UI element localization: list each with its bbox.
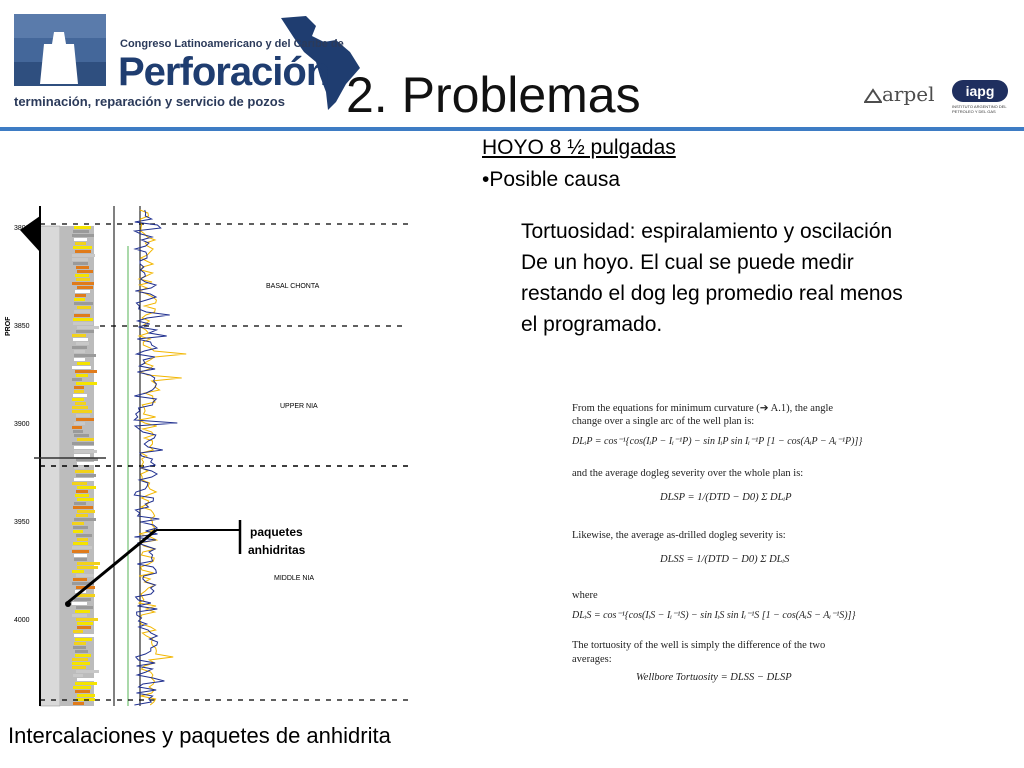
lithology-band <box>73 322 93 325</box>
lithology-band <box>74 314 90 317</box>
lithology-band <box>77 286 93 289</box>
lithology-band <box>74 558 87 561</box>
lithology-band <box>73 542 88 545</box>
lithology-band <box>73 702 84 705</box>
lithology-band <box>74 518 96 521</box>
lithology-band <box>72 442 94 445</box>
lithology-band <box>74 238 87 241</box>
lithology-band <box>77 626 91 629</box>
lithology-band <box>75 370 97 373</box>
lithology-band <box>73 530 83 533</box>
annotation-text-2: anhidritas <box>248 543 306 557</box>
lithology-band <box>75 274 89 277</box>
lithology-band <box>75 242 86 245</box>
tortuosity-paragraph <box>521 216 1001 340</box>
lithology-band <box>74 298 85 301</box>
lithology-band <box>74 358 85 361</box>
lithology-band <box>72 234 94 237</box>
well-log-figure <box>0 190 410 710</box>
depth-label: 4000 <box>14 617 30 624</box>
lithology-band <box>77 562 100 565</box>
lithology-band <box>72 522 84 525</box>
lithology-band <box>76 534 92 537</box>
eq-tort1: The tortuosity of the well is simply the difference of the two <box>572 640 826 651</box>
lithology-band <box>72 282 94 285</box>
lithology-band <box>76 418 94 421</box>
header-rule <box>0 127 1024 131</box>
lithology-band <box>73 430 83 433</box>
lithology-band <box>72 570 84 573</box>
logo-line2: Perforación <box>118 50 330 94</box>
formation-name: UPPER NIA <box>280 403 318 410</box>
lithology-band <box>76 618 98 621</box>
lithology-band <box>74 434 89 437</box>
lithology-band <box>74 226 91 229</box>
lithology-band <box>77 306 91 309</box>
eq-dls-plan: DLSP = 1/(DTD − D0) Σ DLᵢP <box>660 492 792 503</box>
lithology-band <box>72 546 92 549</box>
lithology-band <box>73 646 86 649</box>
lithology-band <box>72 258 88 261</box>
lithology-band <box>72 658 88 661</box>
hole-heading: HOYO 8 ½ pulgadas <box>482 136 676 159</box>
lithology-band <box>73 526 88 529</box>
depth-marker-icon <box>20 216 40 252</box>
lithology-band <box>74 386 84 389</box>
paragraph-line: el programado. <box>521 313 663 336</box>
lithology-band <box>72 406 88 409</box>
eq-dogleg-plan: DLᵢP = cos⁻¹{cos(IᵢP − Iᵢ⁻¹P) − sin IᵢP sin Iᵢ⁻¹P [1 − cos(AᵢP − Aᵢ⁻¹P)]} <box>572 436 863 447</box>
lithology-band <box>76 514 88 517</box>
lithology-band <box>76 606 93 609</box>
eq-dls-drilled: DLSS = 1/(DTD − D0) Σ DLᵢS <box>660 554 790 565</box>
arpel-text: arpel <box>882 82 935 106</box>
lithology-band <box>74 478 96 481</box>
lithology-band <box>75 690 90 693</box>
iapg-badge: iapg <box>952 80 1008 102</box>
lithology-band <box>74 634 97 637</box>
lithology-band <box>76 266 89 269</box>
lithology-band <box>75 290 90 293</box>
lithology-band <box>76 342 89 345</box>
paragraph-line: De un hoyo. El cual se puede medir <box>521 251 854 274</box>
annotation-dot <box>65 601 71 607</box>
congress-logo <box>14 12 354 122</box>
lithology-band <box>72 334 86 337</box>
well-log-svg <box>0 190 410 710</box>
lithology-band <box>77 622 93 625</box>
lithology-band <box>73 394 87 397</box>
lithology-band <box>74 554 87 557</box>
lithology-band <box>76 414 90 417</box>
lithology-band <box>73 230 89 233</box>
formation-name: BASAL CHONTA <box>266 283 320 290</box>
lithology-band <box>72 366 91 369</box>
lithology-band <box>75 470 94 473</box>
logo-line1: Congreso Latinoamericano y del Caribe de <box>120 38 344 50</box>
lithology-band <box>73 262 88 265</box>
lithology-band <box>77 326 99 329</box>
lithology-band <box>72 378 82 381</box>
formation-name: MIDDLE NIA <box>274 575 315 582</box>
lithology-band <box>76 474 96 477</box>
lithology-band <box>74 422 85 425</box>
lithology-band <box>72 426 82 429</box>
paragraph-line: restando el dog leg promedio real menos <box>521 282 903 305</box>
lithology-band <box>75 250 91 253</box>
lithology-band <box>72 482 87 485</box>
lithology-band <box>74 642 86 645</box>
figure-caption: Intercalaciones y paquetes de anhidrita <box>8 723 391 748</box>
lithology-band <box>77 538 88 541</box>
depth-label: 3900 <box>14 421 30 428</box>
lithology-band <box>76 670 99 673</box>
depth-label: 3950 <box>14 519 30 526</box>
eq-tort2: averages: <box>572 654 612 665</box>
lithology-band <box>72 662 90 665</box>
depth-axis-label: PROF <box>5 316 12 336</box>
eq-where: where <box>572 590 598 601</box>
lithology-band <box>72 398 84 401</box>
lithology-band <box>77 486 96 489</box>
lithology-band <box>72 410 92 413</box>
lithology-band <box>74 450 97 453</box>
lithology-band <box>73 506 93 509</box>
lithology-band <box>74 350 85 353</box>
lithology-band <box>77 510 95 513</box>
eq-intro2: change over a single arc of the well plan is: <box>572 416 755 427</box>
eq-dogleg-drilled: DLᵢS = cos⁻¹{cos(IᵢS − Iᵢ⁻¹S) − sin IᵢS sin Iᵢ⁻¹S [1 − cos(AᵢS − Aᵢ⁻¹S)]} <box>572 610 856 621</box>
lithology-band <box>76 374 88 377</box>
lithology-band <box>74 502 86 505</box>
lithology-band <box>77 566 98 569</box>
lithology-band <box>76 382 97 385</box>
lithology-band <box>77 678 98 681</box>
lithology-band <box>75 650 88 653</box>
eq-final: Wellbore Tortuosity = DLSS − DLSP <box>636 672 792 683</box>
eq-intro1: From the equations for minimum curvature (➔ A.1), the angle <box>572 403 834 414</box>
paragraph-line: Tortuosidad: espiralamiento y oscilación <box>521 220 893 243</box>
lithology-band <box>76 574 94 577</box>
lithology-band <box>76 330 94 333</box>
tortuosity-equations <box>570 398 880 688</box>
lithology-band <box>73 246 92 249</box>
lithology-band <box>72 614 87 617</box>
lithology-band <box>74 310 90 313</box>
lithology-band <box>74 390 84 393</box>
depth-label: 3800 <box>14 225 30 232</box>
arpel-logo <box>864 82 935 106</box>
lithology-band <box>72 550 89 553</box>
lithology-band <box>75 402 86 405</box>
lithology-band <box>75 682 97 685</box>
lithology-band <box>73 686 91 689</box>
lithology-band <box>73 674 83 677</box>
lithology-band <box>72 666 86 669</box>
annotation-text-1: paquetes <box>250 525 303 539</box>
lithology-band <box>72 346 87 349</box>
lithology-band <box>75 294 86 297</box>
lithology-band <box>74 302 93 305</box>
lithology-band <box>74 446 96 449</box>
slide-title: 2. Problemas <box>346 67 641 123</box>
eq-avg-text: and the average dogleg severity over the whole plan is: <box>572 468 804 479</box>
lithology-band <box>77 438 94 441</box>
iapg-logo <box>952 80 1012 120</box>
lithology-band <box>77 498 94 501</box>
lithology-band <box>77 462 95 465</box>
lithology-band <box>75 494 89 497</box>
logo-line3: terminación, reparación y servicio de pozos <box>14 94 285 109</box>
lithology-band <box>75 654 91 657</box>
lithology-band <box>76 490 88 493</box>
lithology-band <box>74 454 90 457</box>
lithology-band <box>73 318 93 321</box>
lithology-band <box>77 270 93 273</box>
lithology-band <box>72 602 87 605</box>
lithology-band <box>73 338 88 341</box>
lithology-band <box>73 630 83 633</box>
depth-label: 3850 <box>14 323 30 330</box>
iapg-subtitle: INSTITUTO ARGENTINO DEL PETROLEO Y DEL GAS <box>952 104 1007 114</box>
lithology-band <box>77 362 90 365</box>
lithology-band <box>77 694 95 697</box>
possible-cause-bullet: •Posible causa <box>482 168 621 191</box>
eq-likewise: Likewise, the average as-drilled dogleg severity is: <box>572 530 786 541</box>
lithology-band <box>72 254 95 257</box>
lithology-band <box>74 354 96 357</box>
lithology-band <box>74 598 91 601</box>
logo-emblem-icon <box>14 14 106 86</box>
lithology-band <box>76 278 90 281</box>
lithology-band <box>75 610 90 613</box>
lithology-band <box>75 638 92 641</box>
lithology-band <box>73 578 87 581</box>
arpel-house-icon <box>864 87 882 103</box>
